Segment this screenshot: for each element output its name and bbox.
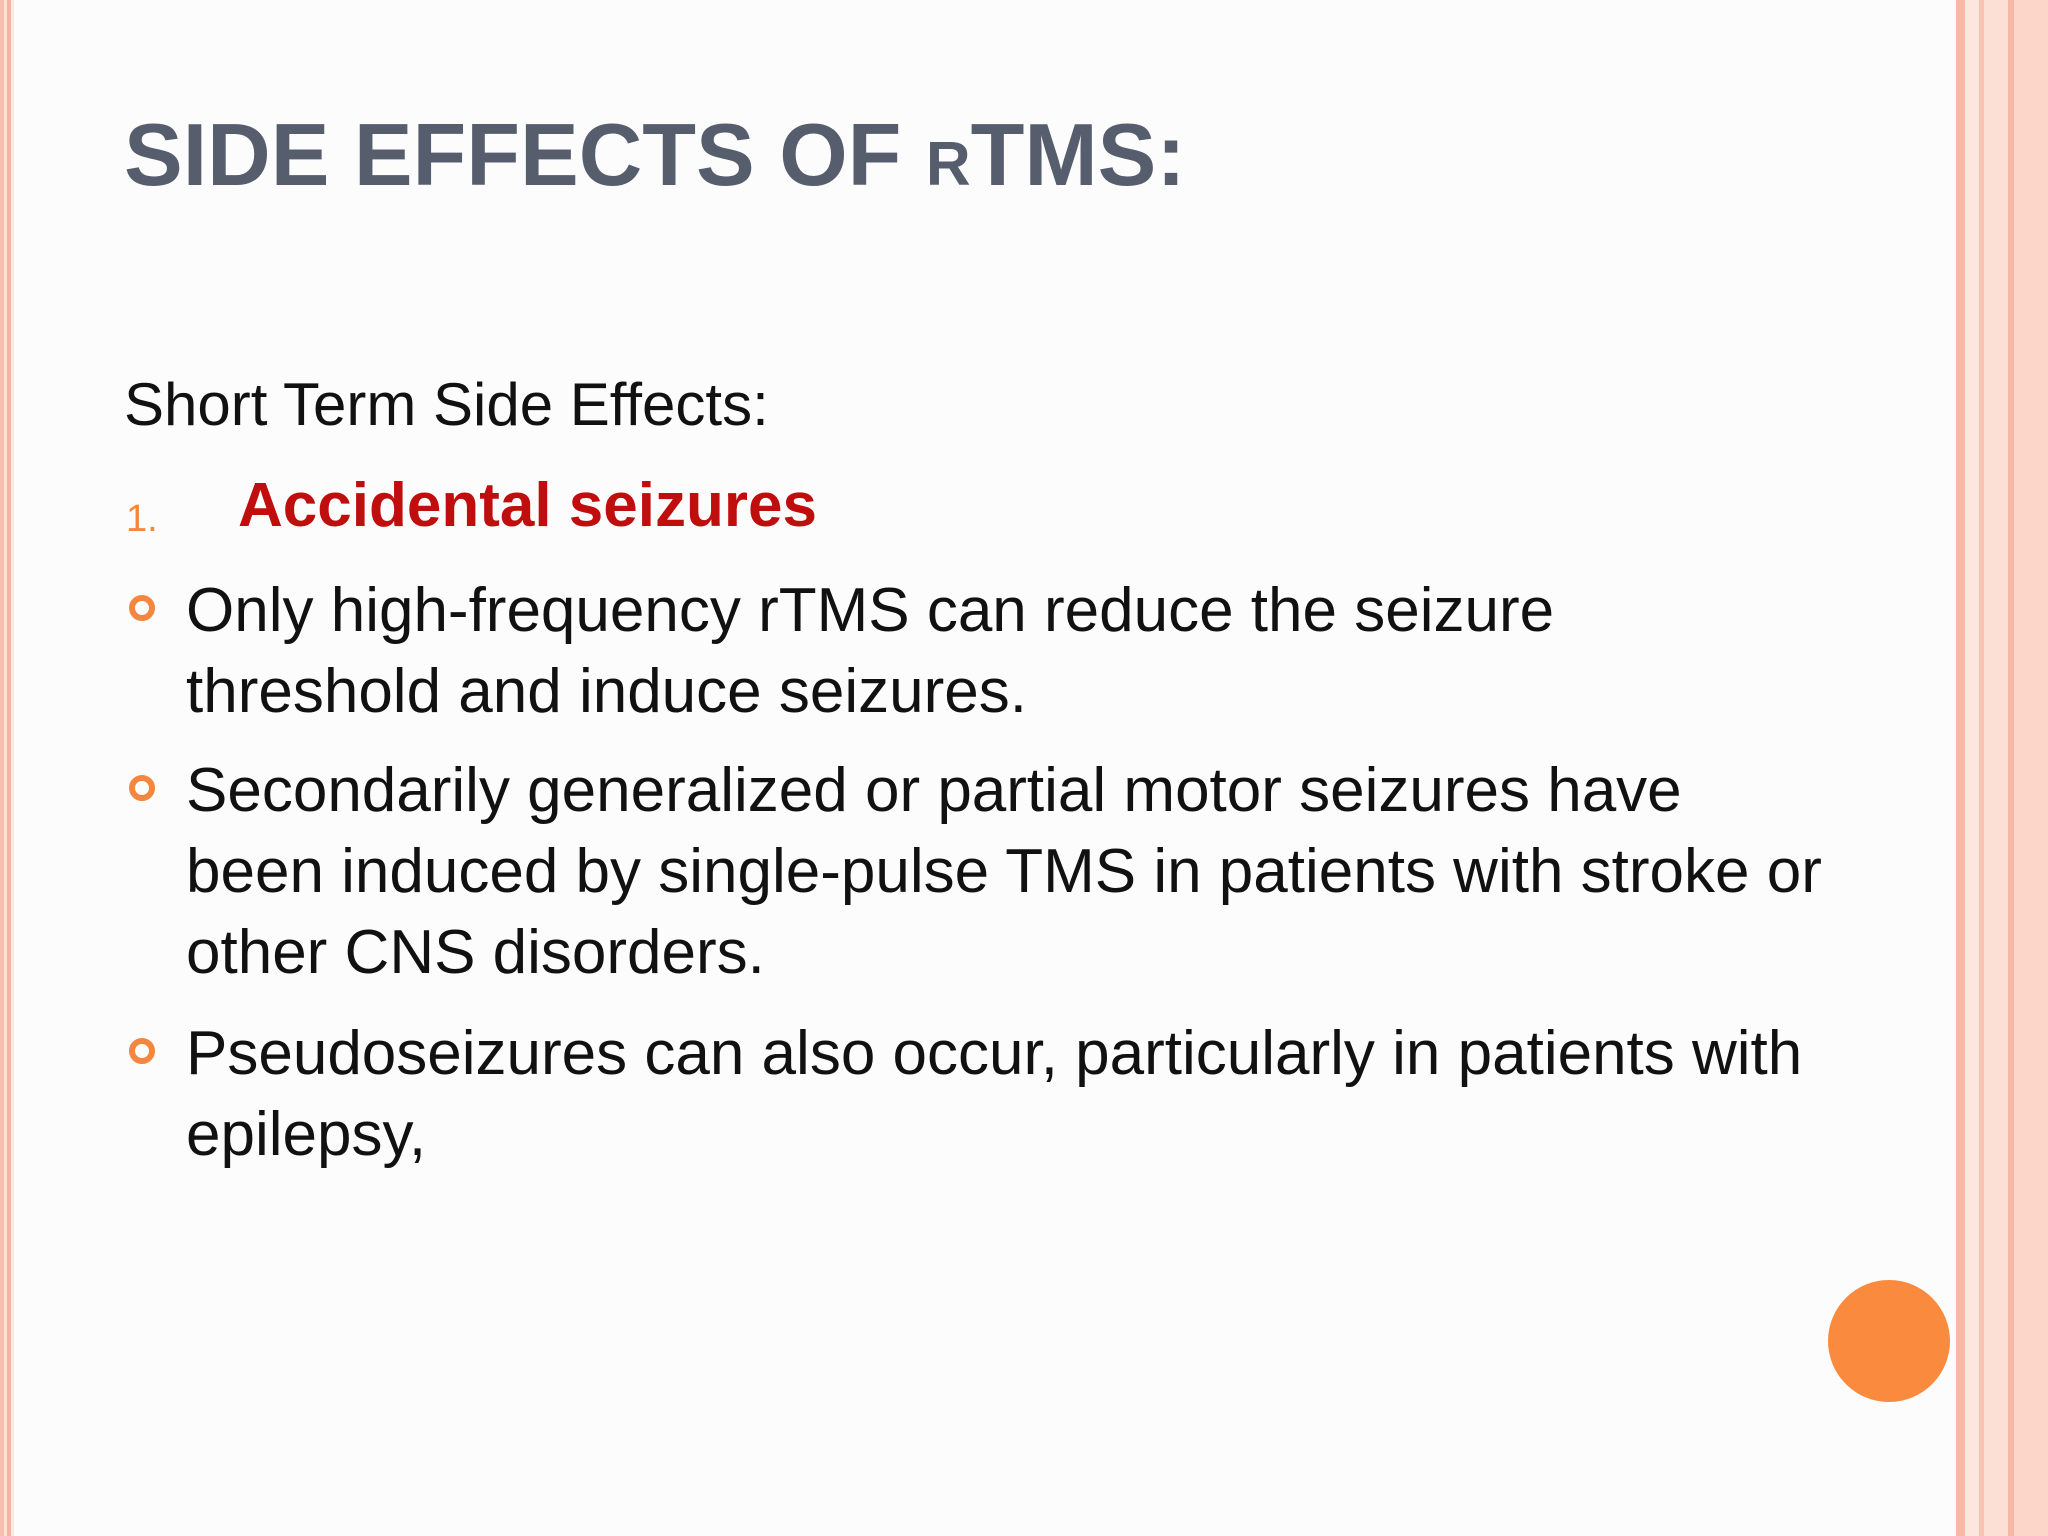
ring-bullet-icon xyxy=(128,774,156,802)
number-marker: 1. xyxy=(126,498,158,540)
right-border-stripe xyxy=(1956,0,1965,1536)
orange-circle-icon xyxy=(1828,1280,1950,1402)
bullet-text: Pseudoseizures can also occur, particularly in patients with epilepsy, xyxy=(186,1019,1803,1169)
numbered-item-text: Accidental seizures xyxy=(238,471,817,540)
right-border-stripe xyxy=(1984,0,2008,1536)
title-suffix: TMS: xyxy=(970,105,1186,204)
ring-bullet-icon xyxy=(128,1037,156,1065)
bullet-text: Only high-frequency rTMS can reduce the seizure threshold and induce seizures. xyxy=(186,576,1555,726)
subheading: Short Term Side Effects: xyxy=(124,371,769,438)
title-prefix: SIDE EFFECTS OF xyxy=(124,105,926,204)
right-border-stripe xyxy=(1965,0,1979,1536)
right-border-stripe xyxy=(2014,0,2048,1536)
ring-bullet-icon xyxy=(128,594,156,622)
left-border-stripe xyxy=(11,0,14,1536)
slide-title xyxy=(124,104,1186,206)
title-small-caps-r: R xyxy=(925,130,971,199)
bullet-text: Secondarily generalized or partial motor seizures have been induced by single-pulse TMS in patients with stroke or other CNS disorders. xyxy=(186,756,1822,987)
